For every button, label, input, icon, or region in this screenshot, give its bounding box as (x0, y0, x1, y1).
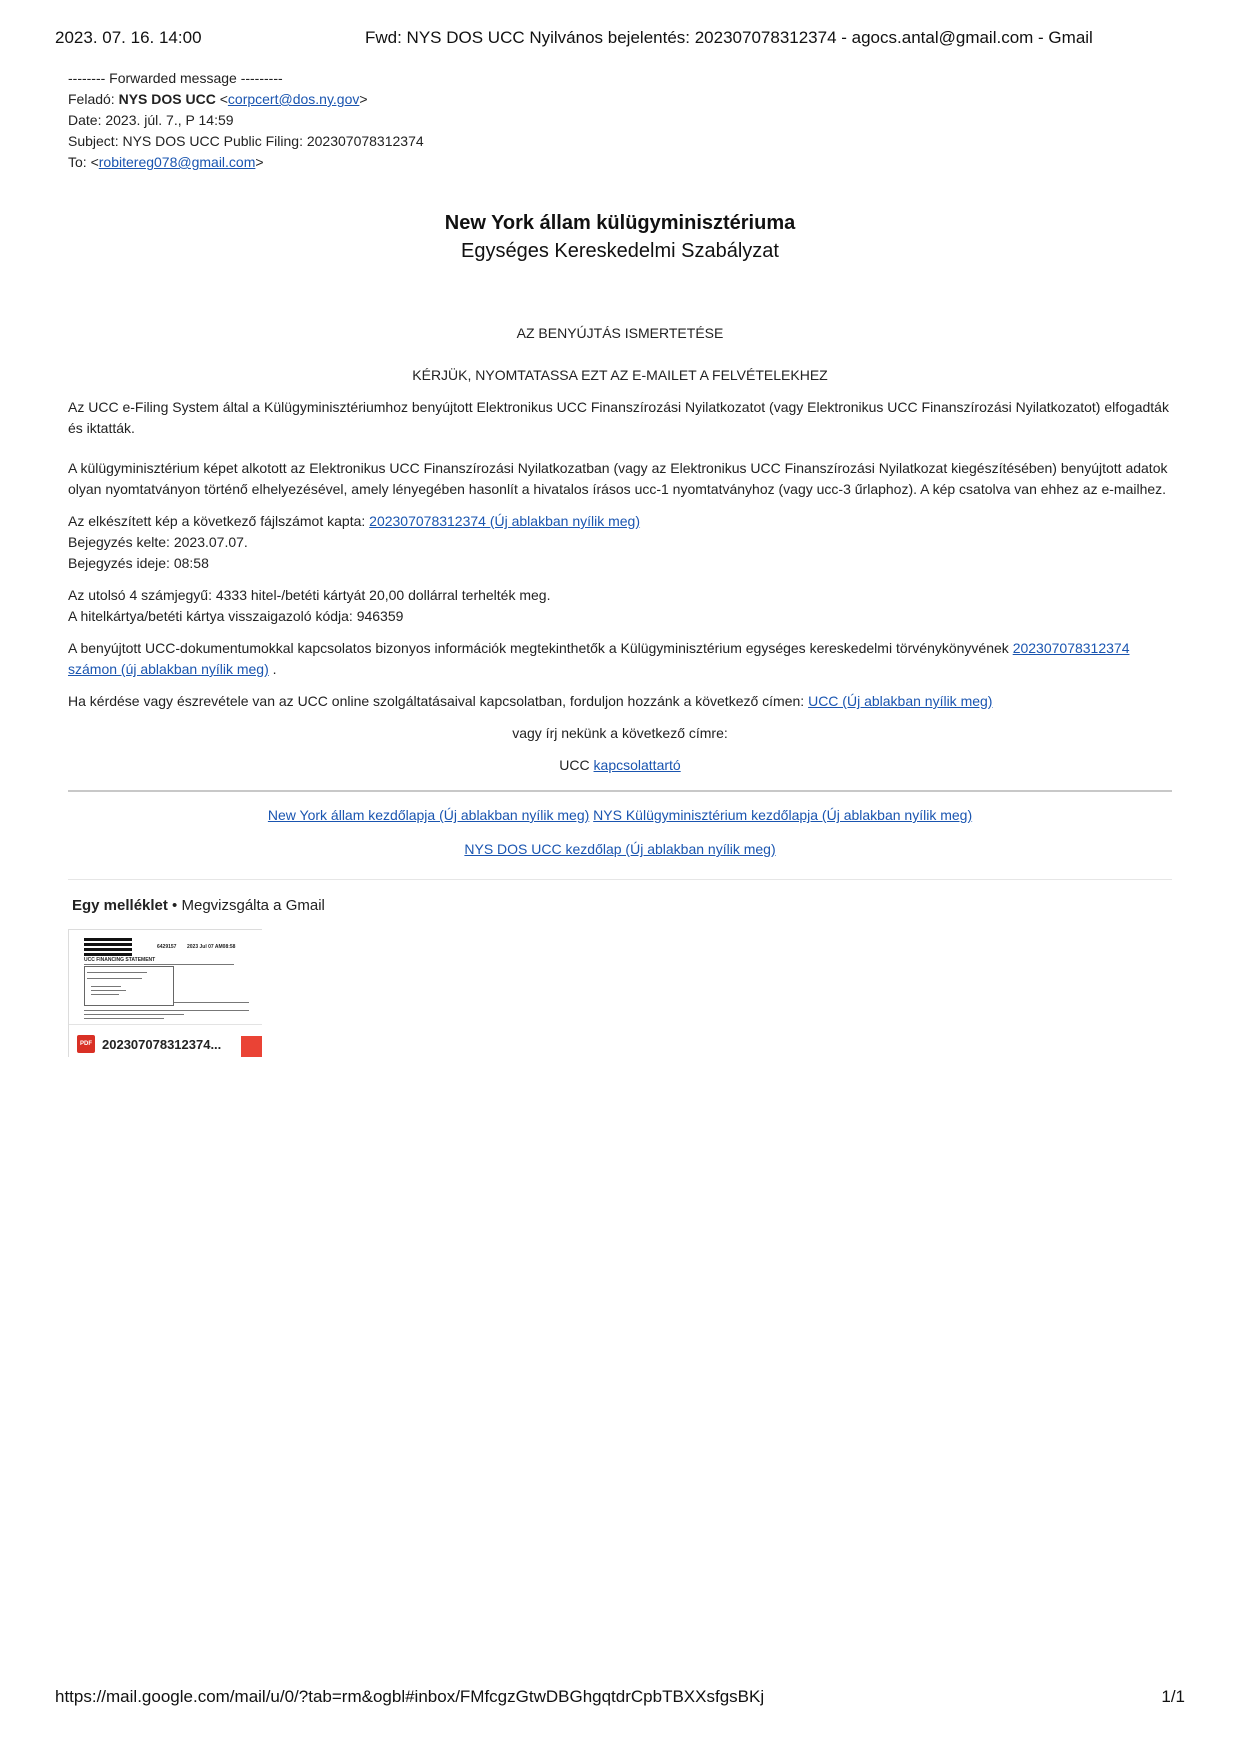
recipient-email-link[interactable]: robitereg078@gmail.com (98, 154, 256, 170)
attachment-count: Egy melléklet (72, 897, 168, 914)
thumb-rule (91, 994, 119, 995)
agency-title: New York állam külügyminisztériuma (444, 212, 796, 234)
print-header (55, 28, 1185, 52)
or-write-line: vagy írj nekünk a következő címre: (512, 725, 728, 741)
thumb-rule (174, 1002, 249, 1003)
attachment-header (72, 895, 1172, 916)
attachment-name-row[interactable] (77, 1034, 262, 1054)
print-url: https://mail.google.com/mail/u/0/?tab=rm&ogbl#inbox/FMfcgzGtwDBGhgqtdrCpbTBXXsfgsBKj (55, 1687, 765, 1706)
file-number-link[interactable]: 202307078312374 (Új ablakban nyílik meg) (369, 513, 641, 529)
thumb-rule (91, 990, 126, 991)
attachment-scan-status: • Megvizsgálta a Gmail (167, 897, 325, 914)
thumb-rule (91, 986, 121, 987)
acceptance-paragraph: Az UCC e-Filing System által a Külügyminisztériumhoz benyújtott Elektronikus UCC Finanszírozási Nyilatkozatot (vagy Elektronikus UCC Finanszírozási Nyilatkozatot) elfogadták és iktatták. (68, 399, 1169, 436)
image-paragraph: A külügyminisztérium képet alkotott az Elektronikus UCC Finanszírozási Nyilatkozatban (vagy az Elektronikus UCC Finanszírozási Nyilatkozat kiegészítésében) benyújtott adatok olyan nyomtatványon történő elhelyezésével, amely lényegében hasonlít a hivatalos írásos ucc-1 nyomtatványhoz (vagy ucc-3 űrlaphoz). A kép csatolva van ehhez az e-mailhez. (68, 460, 1168, 497)
sender-name: NYS DOS UCC (118, 91, 216, 107)
to-label: To: (68, 154, 87, 170)
thumb-filing-number: 6429157 (157, 944, 177, 950)
question-paragraph (68, 691, 1172, 712)
ucc-label: UCC (559, 757, 590, 773)
filing-description-title: AZ BENYÚJTÁS ISMERTETÉSE (516, 325, 724, 341)
print-request-notice: KÉRJÜK, NYOMTATASSA EZT AZ E-MAILET A FELVÉTELEKHEZ (412, 367, 828, 383)
footer-links-row (68, 805, 1172, 826)
payment-block (68, 585, 1172, 627)
thumb-redaction-bar (84, 953, 132, 956)
thumb-filing-date: 2023 Jul 07 AM08:58 (187, 944, 236, 950)
attachment-card[interactable] (68, 929, 262, 1057)
file-number-block (68, 511, 1172, 574)
attachment-action-button[interactable] (241, 1036, 262, 1057)
agency-subtitle: Egységes Kereskedelmi Szabályzat (461, 240, 779, 262)
thumb-heading: UCC FINANCING STATEMENT (84, 957, 156, 963)
thumb-redaction-bar (84, 948, 132, 951)
thumb-redaction-bar (84, 943, 132, 946)
ucc-contact-line (68, 755, 1172, 776)
ny-state-home-link[interactable]: New York állam kezdőlapja (Új ablakban nyílik meg) (267, 807, 590, 823)
subject-line: Subject: NYS DOS UCC Public Filing: 202307078312374 (68, 133, 424, 149)
contact-link[interactable]: kapcsolattartó (593, 757, 681, 773)
print-footer (55, 1687, 1185, 1711)
ucc-contact-link[interactable]: UCC (Új ablakban nyílik meg) (808, 693, 993, 709)
print-date: 2023. 07. 16. 14:00 (55, 28, 202, 47)
question-text: Ha kérdése vagy észrevétele van az UCC online szolgáltatásaival kapcsolatban, forduljon hozzánk a következő címen: (68, 693, 805, 709)
divider (68, 790, 1172, 792)
thumb-redaction-bar (84, 938, 132, 941)
attachment-thumbnail[interactable] (69, 930, 262, 1025)
entry-date: Bejegyzés kelte: 2023.07.07. (68, 534, 248, 550)
sender-email-link[interactable]: corpcert@dos.ny.gov (227, 91, 360, 107)
thumb-rule (84, 964, 234, 965)
info-link[interactable]: 202307078312374 számon (új ablakban nyílik meg) (68, 640, 1130, 677)
email-body (68, 68, 1172, 1057)
thumb-rule (87, 978, 142, 979)
footer-links-row-2 (68, 839, 1172, 860)
ucc-home-link[interactable]: NYS DOS UCC kezdőlap (Új ablakban nyílik meg) (464, 841, 776, 857)
forwarded-message-header (68, 68, 1172, 173)
info-end: . (268, 661, 277, 677)
info-text: A benyújtott UCC-dokumentumokkal kapcsolatos bizonyos információk megtekinthetők a Külügyminisztérium egységes kereskedelmi törvénykönyvének (68, 640, 1009, 656)
from-label: Feladó: (68, 91, 115, 107)
thumb-rule (87, 972, 147, 973)
print-page-title: Fwd: NYS DOS UCC Nyilvános bejelentés: 202307078312374 - agocs.antal@gmail.com - Gmail (365, 28, 1093, 47)
from-line: Feladó: NYS DOS UCC <corpcert@dos.ny.gov> (68, 91, 368, 107)
confirmation-code-line: A hitelkártya/betéti kártya visszaigazoló kódja: 946359 (68, 608, 404, 624)
thumb-rule (84, 1010, 249, 1011)
thumb-rule (84, 1018, 164, 1019)
attachment-filename[interactable]: 202307078312374... (102, 1036, 222, 1052)
date-line: Date: 2023. júl. 7., P 14:59 (68, 112, 234, 128)
attachment-divider (68, 879, 1172, 880)
info-paragraph (68, 638, 1172, 680)
entry-time: Bejegyzés ideje: 08:58 (68, 555, 209, 571)
card-charge-line: Az utolsó 4 számjegyű: 4333 hitel-/betéti kártyát 20,00 dollárral terhelték meg. (68, 587, 551, 603)
to-line: To: <robitereg078@gmail.com> (68, 154, 264, 170)
file-number-label: Az elkészített kép a következő fájlszámot kapta: (68, 513, 366, 529)
pdf-file-icon: PDF (77, 1035, 95, 1053)
print-page-number: 1/1 (1161, 1687, 1185, 1706)
forward-separator: -------- Forwarded message --------- (68, 70, 283, 86)
file-number-line (68, 511, 1172, 532)
dos-home-link[interactable]: NYS Külügyminisztérium kezdőlapja (Új ablakban nyílik meg) (593, 807, 973, 823)
thumb-rule (84, 1014, 184, 1015)
